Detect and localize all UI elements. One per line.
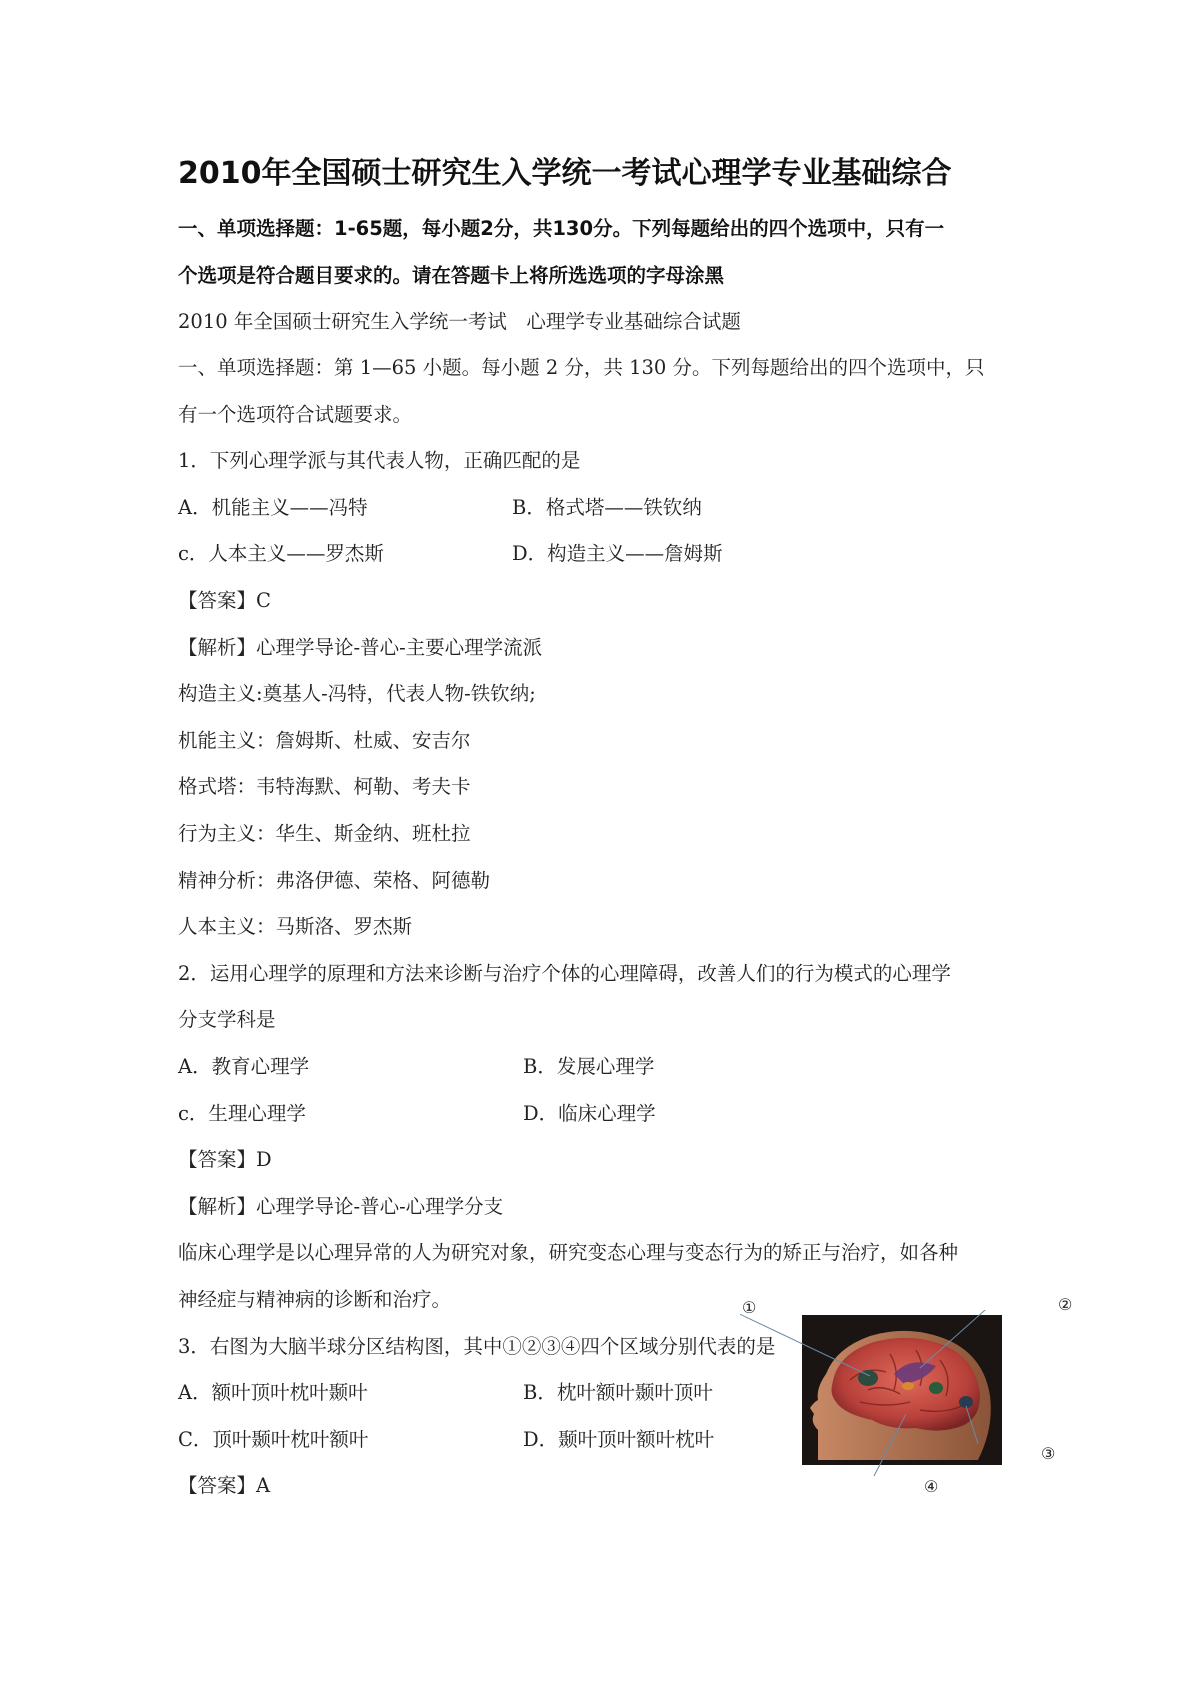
q1-option-b: B．格式塔——铁钦纳: [512, 496, 702, 519]
brain-diagram-image: [740, 1310, 1080, 1495]
q2-stem-line1: 2．运用心理学的原理和方法来诊断与治疗个体的心理障碍，改善人们的行为模式的心理学: [178, 962, 951, 985]
q1-note: 精神分析：弗洛伊德、荣格、阿德勒: [178, 869, 491, 892]
q1-note: 机能主义：詹姆斯、杜威、安吉尔: [178, 729, 471, 752]
q2-stem-line2: 分支学科是: [178, 1008, 276, 1031]
q1-note: 行为主义：华生、斯金纳、班杜拉: [178, 822, 471, 845]
q1-analysis: 【解析】心理学导论-普心-主要心理学流派: [178, 636, 543, 659]
q3-option-d: D．颞叶顶叶额叶枕叶: [523, 1428, 715, 1451]
q2-answer: 【答案】D: [178, 1148, 272, 1171]
section-heading-line1: 一、单项选择题：1-65题，每小题2分，共130分。下列每题给出的四个选项中，只有一: [178, 217, 945, 240]
q3-option-c: C．顶叶颞叶枕叶额叶: [178, 1428, 369, 1451]
q3-option-b: B．枕叶额叶颞叶顶叶: [523, 1381, 713, 1404]
q1-option-c: c．人本主义——罗杰斯: [178, 542, 384, 565]
figure-label-2: ②: [1058, 1295, 1073, 1314]
figure-label-4: ④: [924, 1477, 939, 1496]
q1-answer: 【答案】C: [178, 589, 271, 612]
q3-answer: 【答案】A: [178, 1474, 271, 1497]
instruction-line1: 一、单项选择题：第 1—65 小题。每小题 2 分，共 130 分。下列每题给出的四个选项中，只: [178, 356, 985, 379]
q3-stem: 3．右图为大脑半球分区结构图，其中①②③④四个区域分别代表的是: [178, 1335, 776, 1358]
q2-note-line2: 神经症与精神病的诊断和治疗。: [178, 1288, 452, 1311]
document-title: 2010年全国硕士研究生入学统一考试心理学专业基础综合: [178, 156, 952, 191]
q2-analysis: 【解析】心理学导论-普心-心理学分支: [178, 1195, 504, 1218]
q2-option-c: c．生理心理学: [178, 1102, 306, 1125]
q2-option-a: A．教育心理学: [178, 1055, 310, 1078]
q1-stem: 1．下列心理学派与其代表人物，正确匹配的是: [178, 449, 581, 472]
q1-note: 构造主义:奠基人-冯特，代表人物-铁钦纳;: [178, 682, 536, 705]
q1-option-d: D．构造主义——詹姆斯: [512, 542, 723, 565]
figure-label-1: ①: [742, 1298, 757, 1317]
instruction-line2: 有一个选项符合试题要求。: [178, 403, 413, 426]
q1-note: 人本主义：马斯洛、罗杰斯: [178, 915, 413, 938]
q2-note-line1: 临床心理学是以心理异常的人为研究对象，研究变态心理与变态行为的矫正与治疗，如各种: [178, 1241, 959, 1264]
q3-option-a: A．额叶顶叶枕叶颞叶: [178, 1381, 368, 1404]
q1-note: 格式塔：韦特海默、柯勒、考夫卡: [178, 775, 471, 798]
figure-label-3: ③: [1041, 1444, 1056, 1463]
q1-option-a: A．机能主义——冯特: [178, 496, 368, 519]
q2-option-d: D．临床心理学: [523, 1102, 656, 1125]
subtitle: 2010 年全国硕士研究生入学统一考试 心理学专业基础综合试题: [178, 310, 741, 333]
brain-diagram-figure: [740, 1310, 1080, 1495]
section-heading-line2: 个选项是符合题目要求的。请在答题卡上将所选选项的字母涂黑: [178, 264, 725, 287]
q2-option-b: B．发展心理学: [523, 1055, 655, 1078]
